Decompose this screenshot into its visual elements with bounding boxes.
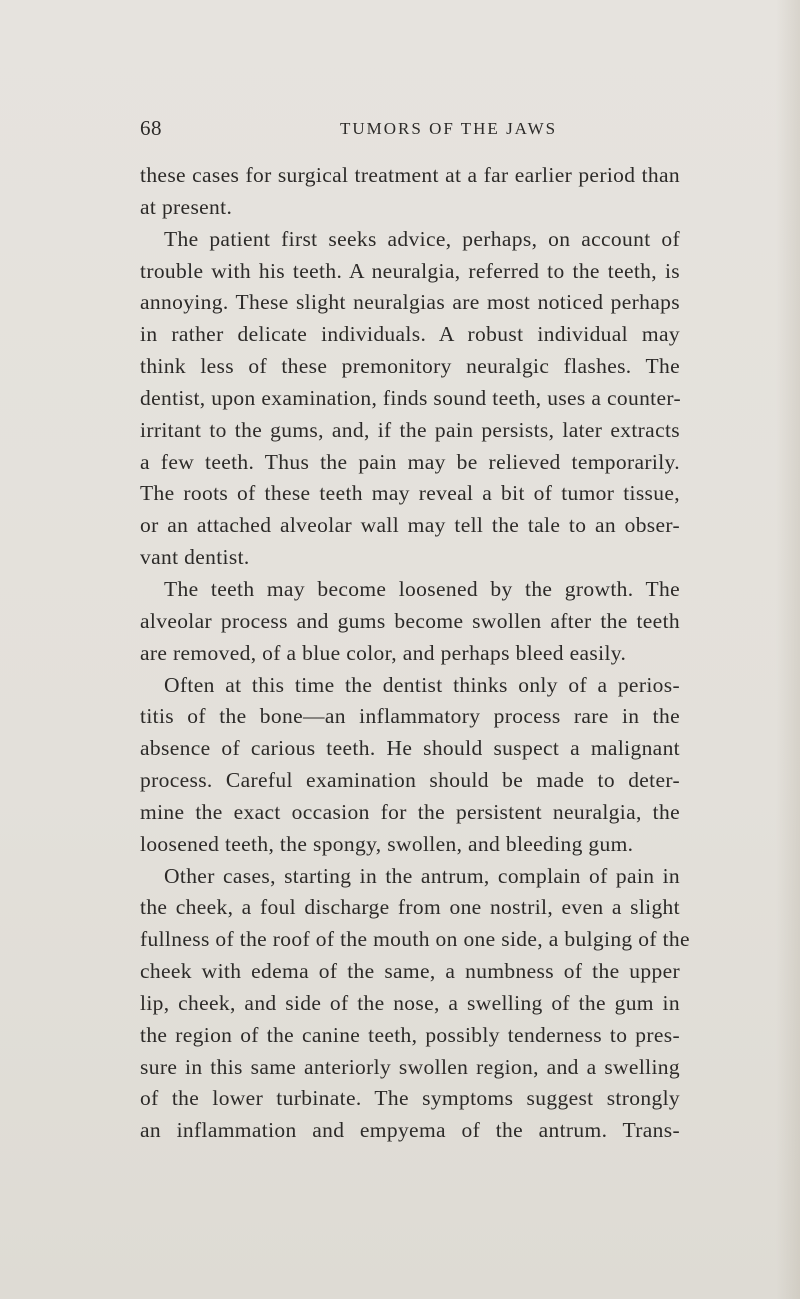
- text-line: cheek with edema of the same, a numbness of the upper: [140, 959, 680, 984]
- page-number: 68: [140, 116, 162, 140]
- text-line: mine the exact occasion for the persistent neuralgia, the: [140, 799, 680, 824]
- text-line: are removed, of a blue color, and perhaps bleed easily.: [140, 640, 627, 665]
- text-line: vant dentist.: [140, 545, 250, 570]
- text-line: The roots of these teeth may reveal a bit of tumor tissue,: [140, 481, 680, 506]
- text-line: titis of the bone—an inflammatory process rare in the: [140, 704, 680, 729]
- text-line: of the lower turbinate. The symptoms suggest strongly: [140, 1086, 680, 1111]
- paragraph-first-line: Other cases, starting in the antrum, complain of pain in: [164, 863, 680, 888]
- paragraph-first-line: Often at this time the dentist thinks only of a perios-: [164, 672, 680, 697]
- text-line: process. Careful examination should be made to deter-: [140, 768, 680, 793]
- paragraph-first-line: The patient first seeks advice, perhaps, on account of: [164, 226, 680, 251]
- text-line: fullness of the roof of the mouth on one side, a bulging of the: [140, 927, 690, 952]
- text-line: in rather delicate individuals. A robust individual may: [140, 322, 680, 347]
- text-line: lip, cheek, and side of the nose, a swelling of the gum in: [140, 990, 680, 1015]
- text-line: an inflammation and empyema of the antrum. Trans-: [140, 1118, 680, 1143]
- page-header: [140, 116, 680, 146]
- text-line: the region of the canine teeth, possibly tenderness to pres-: [140, 1022, 680, 1047]
- text-line: trouble with his teeth. A neuralgia, referred to the teeth, is: [140, 258, 680, 283]
- text-line: dentist, upon examination, finds sound teeth, uses a counter-: [140, 385, 681, 410]
- text-line: these cases for surgical treatment at a far earlier period than: [140, 163, 680, 187]
- text-line: sure in this same anteriorly swollen region, and a swelling: [140, 1054, 680, 1079]
- text-line: a few teeth. Thus the pain may be relieved temporarily.: [140, 449, 680, 474]
- text-line: the cheek, a foul discharge from one nostril, even a slight: [140, 895, 680, 920]
- text-line: think less of these premonitory neuralgic flashes. The: [140, 354, 680, 379]
- running-head: TUMORS OF THE JAWS: [340, 119, 558, 138]
- body-text: [140, 160, 690, 1147]
- text-line: loosened teeth, the spongy, swollen, and bleeding gum.: [140, 831, 634, 856]
- text-line: annoying. These slight neuralgias are most noticed perhaps: [140, 290, 680, 315]
- text-line: irritant to the gums, and, if the pain persists, later extracts: [140, 417, 680, 442]
- page-edge-shadow: [776, 0, 800, 1299]
- text-line: or an attached alveolar wall may tell the tale to an obser-: [140, 513, 680, 538]
- text-line: alveolar process and gums become swollen after the teeth: [140, 608, 680, 633]
- text-line: at present.: [140, 194, 233, 219]
- paragraph-first-line: The teeth may become loosened by the growth. The: [164, 576, 680, 601]
- text-line: absence of carious teeth. He should suspect a malignant: [140, 736, 680, 761]
